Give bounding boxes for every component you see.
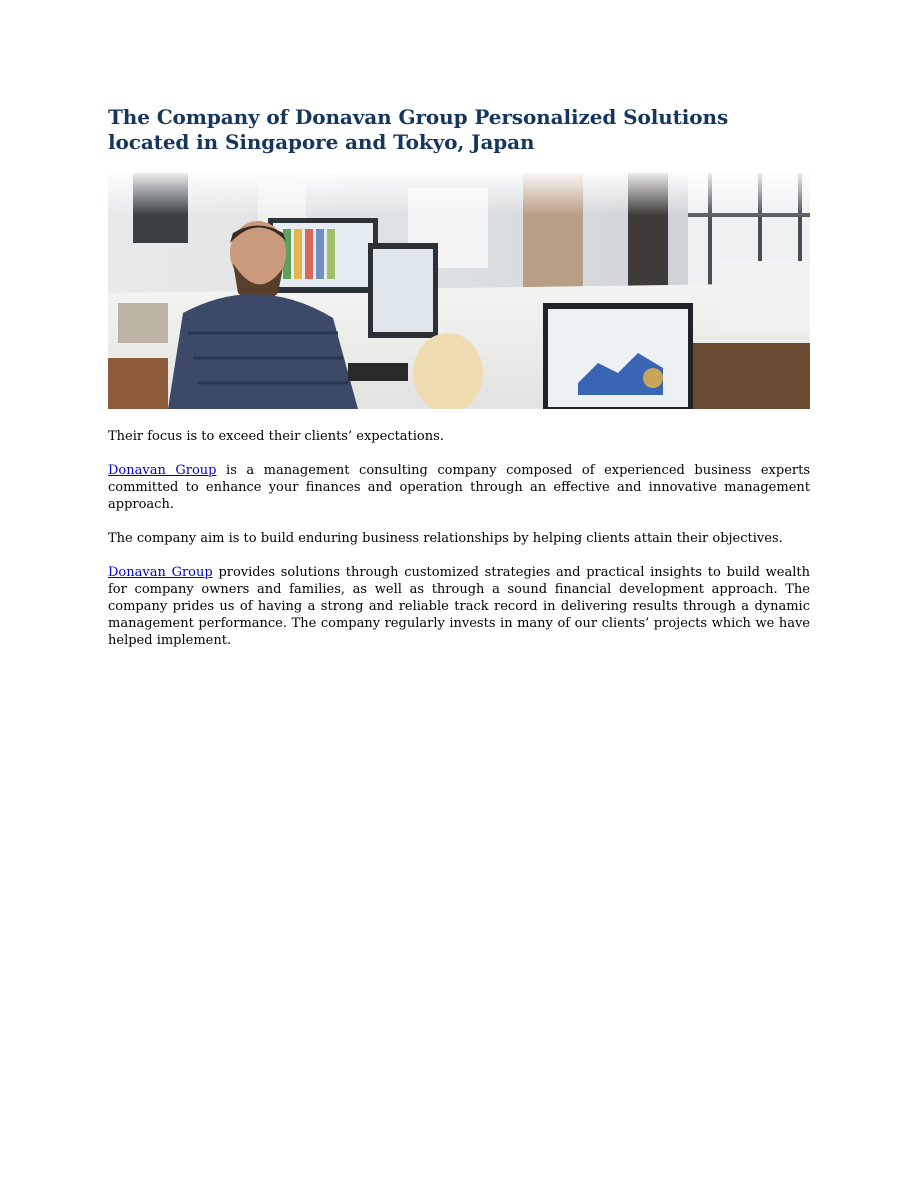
donavan-group-link[interactable]: Donavan Group [108, 463, 217, 478]
page-title: The Company of Donavan Group Personalized Solutions located in Singapore and Tokyo, Japan [108, 105, 729, 154]
solutions-text: provides solutions through customized strategies and practical insights to build wealth for company owners and families, as well as through a sound financial development approach. The company prides us of having a strong and reliable track record in delivering results through a dynamic management performance. The company regularly invests in many of our clients’ projects which we have helped implement. [108, 565, 810, 648]
aim-paragraph: The company aim is to build enduring business relationships by helping clients attain their objectives. [108, 531, 783, 546]
office-photo [108, 173, 810, 409]
description-paragraph [108, 462, 810, 513]
intro-paragraph: Their focus is to exceed their clients’ expectations. [108, 429, 444, 444]
document-page [108, 105, 810, 649]
donavan-group-link[interactable]: Donavan Group [108, 565, 213, 580]
description-text: is a management consulting company composed of experienced business experts committed to enhance your finances and operation through an effective and innovative management approach. [108, 463, 811, 512]
solutions-paragraph [108, 564, 810, 649]
office-photo-illustration [108, 173, 810, 409]
